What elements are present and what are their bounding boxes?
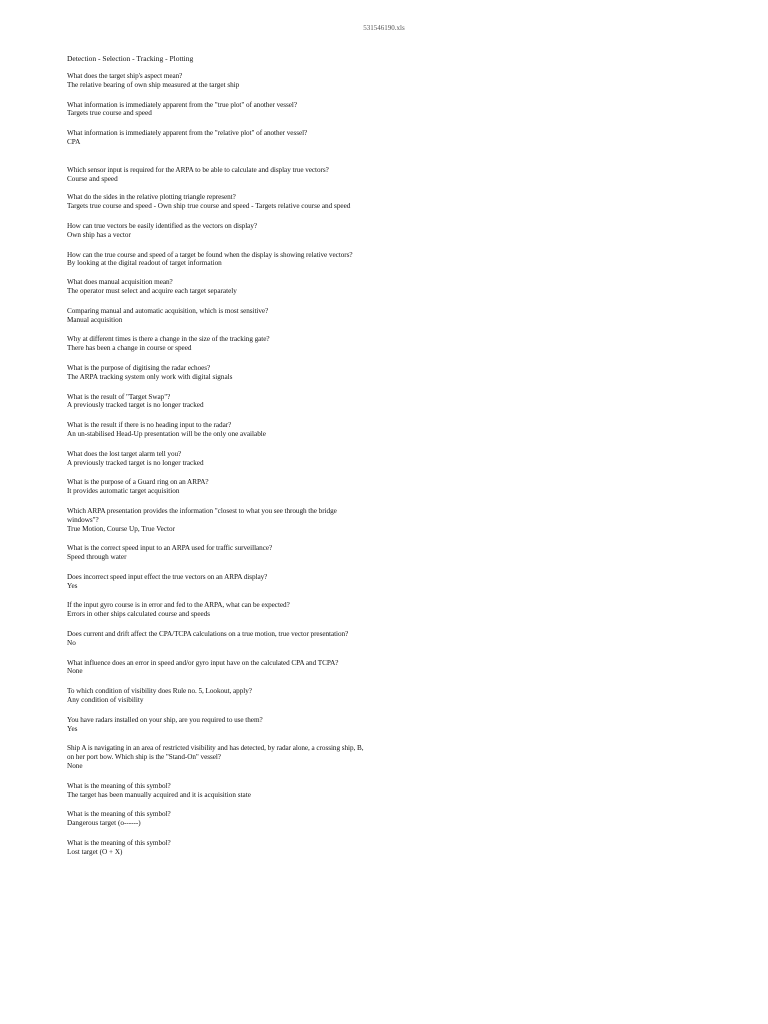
answer-text: CPA (67, 137, 81, 146)
answer-text: The ARPA tracking system only work with digital signals (67, 372, 233, 381)
answer-text: None (67, 667, 83, 676)
question-text: How can true vectors be easily identified as the vectors on display? (67, 221, 258, 230)
question-text: What is the meaning of this symbol? (67, 839, 171, 848)
question-text: To which condition of visibility does Rule no. 5, Lookout, apply? (67, 687, 252, 696)
qa-item (67, 364, 367, 382)
answer-text: Lost target (O + X) (67, 847, 123, 856)
answer-text: Yes (67, 724, 78, 733)
question-text: What is the meaning of this symbol? (67, 810, 171, 819)
question-text: Does incorrect speed input effect the true vectors on an ARPA display? (67, 572, 268, 581)
question-text: What is the purpose of digitising the radar echoes? (67, 363, 211, 372)
section-title: Detection - Selection - Tracking - Plotting (67, 54, 194, 63)
qa-item (67, 810, 367, 828)
question-text: If the input gyro course is in error and fed to the ARPA, what can be expected? (67, 601, 290, 610)
qa-item (67, 659, 367, 677)
qa-item (67, 222, 367, 240)
qa-item (67, 716, 367, 734)
document-content (67, 54, 367, 857)
answer-text: Yes (67, 581, 78, 590)
question-text: How can the true course and speed of a target be found when the display is showing relative vectors? (67, 250, 353, 259)
answer-text: A previously tracked target is no longer tracked (67, 401, 204, 410)
qa-item (67, 251, 367, 269)
answer-text: Errors in other ships calculated course and speeds (67, 610, 211, 619)
qa-item (67, 393, 367, 411)
question-text: What does manual acquisition mean? (67, 278, 173, 287)
answer-text: An un-stabilised Head-Up presentation will be the only one available (67, 429, 266, 438)
question-text: What does the target ship's aspect mean? (67, 72, 183, 80)
answer-text: The operator must select and acquire each target separately (67, 286, 237, 295)
question-text: Ship A is navigating in an area of restricted visibility and has detected, by radar alone, a crossing ship, B, on her port bow. Which ship is the "Stand-On" vessel? (67, 744, 364, 762)
question-text: What do the sides in the relative plotting triangle represent? (67, 193, 236, 202)
qa-item (67, 507, 367, 533)
question-text: What does the lost target alarm tell you? (67, 449, 182, 458)
answer-text: The relative bearing of own ship measured at the target ship (67, 80, 240, 89)
qa-item (67, 278, 367, 296)
answer-text: Dangerous target (o------) (67, 819, 141, 828)
answer-text: Course and speed (67, 174, 118, 183)
answer-text: True Motion, Course Up, True Vector (67, 524, 176, 533)
qa-item (67, 166, 367, 184)
answer-text: By looking at the digital readout of target information (67, 259, 222, 268)
question-text: What information is immediately apparent from the "true plot" of another vessel? (67, 100, 297, 109)
question-text: What information is immediately apparent from the "relative plot" of another vessel? (67, 129, 308, 138)
answer-text: Own ship has a vector (67, 230, 131, 239)
qa-item (67, 193, 367, 211)
answer-text: Any condition of visibility (67, 696, 144, 705)
qa-item (67, 601, 367, 619)
question-text: You have radars installed on your ship, are you required to use them? (67, 715, 263, 724)
qa-item (67, 687, 367, 705)
question-text: What is the correct speed input to an ARPA used for traffic surveillance? (67, 544, 273, 553)
answer-text: Speed through water (67, 553, 127, 562)
question-text: What is the purpose of a Guard ring on an ARPA? (67, 478, 209, 487)
question-text: Which sensor input is required for the ARPA to be able to calculate and display true vectors? (67, 165, 329, 174)
qa-item (67, 630, 367, 648)
answer-text: Manual acquisition (67, 315, 123, 324)
qa-item (67, 744, 367, 770)
page-header-filename: 531546190.xls (363, 24, 405, 32)
answer-text: The target has been manually acquired and it is acquisition state (67, 790, 251, 799)
question-text: Why at different times is there a change in the size of the tracking gate? (67, 335, 270, 344)
qa-item (67, 72, 367, 90)
question-text: What is the result of "Target Swap"? (67, 392, 171, 401)
question-text: Does current and drift affect the CPA/TCPA calculations on a true motion, true vector presentation? (67, 630, 349, 639)
qa-item (67, 129, 367, 147)
qa-item (67, 421, 367, 439)
qa-item (67, 544, 367, 562)
question-text: What is the result if there is no heading input to the radar? (67, 421, 232, 430)
question-text: What is the meaning of this symbol? (67, 781, 171, 790)
qa-item (67, 450, 367, 468)
answer-text: There has been a change in course or speed (67, 344, 192, 353)
question-text: Comparing manual and automatic acquisition, which is most sensitive? (67, 306, 269, 315)
answer-text: None (67, 762, 83, 771)
qa-item (67, 307, 367, 325)
answer-text: Targets true course and speed - Own ship true course and speed - Targets relative course and speed (67, 202, 351, 211)
qa-item (67, 335, 367, 353)
qa-item (67, 839, 367, 857)
question-text: Which ARPA presentation provides the information "closest to what you see through the bridge windows"? (67, 506, 337, 524)
qa-item (67, 782, 367, 800)
answer-text: Targets true course and speed (67, 109, 152, 118)
qa-item (67, 573, 367, 591)
qa-item (67, 478, 367, 496)
answer-text: A previously tracked target is no longer tracked (67, 458, 204, 467)
answer-text: It provides automatic target acquisition (67, 487, 180, 496)
question-text: What influence does an error in speed and/or gyro input have on the calculated CPA and TCPA? (67, 658, 339, 667)
answer-text: No (67, 638, 76, 647)
qa-item (67, 101, 367, 119)
